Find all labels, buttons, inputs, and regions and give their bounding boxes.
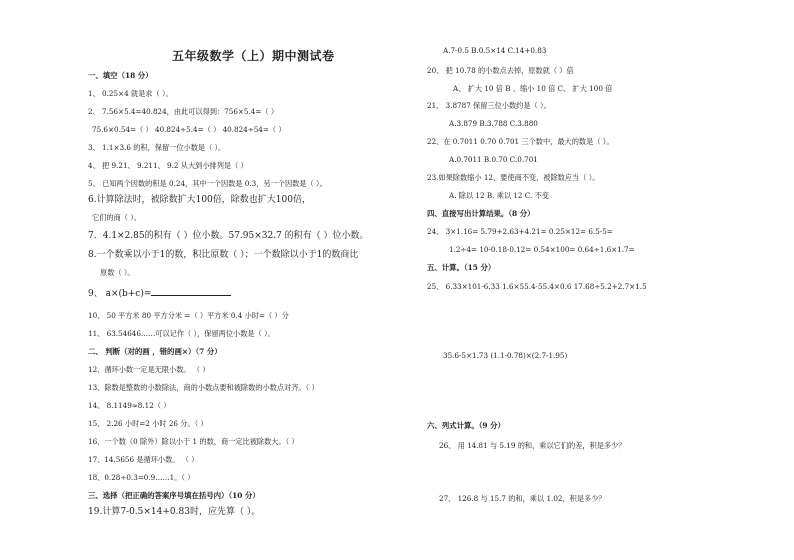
question-line: 4、 把 9.21、 9.211、 9.2 从大到小排列是（ ） bbox=[88, 161, 248, 170]
question-line: 23.如果除数缩小 12，要使商不变，被除数应当（ ）。 bbox=[427, 173, 600, 182]
question-line: 3、 1.1×3.6 的积，保留一位小数是（ ）。 bbox=[88, 143, 226, 152]
question-line: 8.一个数乘以小于1的数，积比原数（ ）；一个数除以小于1的数商比 bbox=[88, 250, 359, 260]
question-line: 13、除数是整数的小数除法，商的小数点要和被除数的小数点对齐。（ ） bbox=[88, 383, 319, 392]
question-line: 21、 3.8787 保留三位小数约是（ ）。 bbox=[427, 101, 551, 110]
section-heading: 三、选择（把正确的答案序号填在括号内）（10 分） bbox=[88, 491, 260, 500]
question-line: 17、14.5656 是循环小数。 （ ） bbox=[88, 455, 199, 464]
question-line: 1.2÷4= 10-0.18-0.12= 0.54×100= 0.64÷1.6×1.7= bbox=[449, 245, 635, 254]
question-line: 19.计算7-0.5×14+0.83时，应先算（ ）。 bbox=[88, 507, 261, 517]
question-line: 18、0.28÷0.3=0.9……1。（ ） bbox=[88, 473, 195, 482]
section-heading: 五、计算。（15 分） bbox=[427, 263, 496, 272]
question-line: 7．4.1×2.85的积有（ ）位小数。57.95×32.7 的积有（ ）位小数。 bbox=[88, 231, 369, 241]
option-line: A、 扩大 10 倍 B 、缩小 10 倍 C、 扩大 100 倍 bbox=[453, 84, 613, 93]
option-line: A.3.879 B.3.788 C.3.880 bbox=[449, 119, 538, 128]
question-line: 75.6×0.54=（ ） 40.824÷5.4=（ ） 40.824÷54=（ ） bbox=[92, 125, 286, 134]
question-line: 12、循环小数一定是无限小数。 （ ） bbox=[88, 365, 210, 374]
question-line: 它们的商（ ）。 bbox=[92, 213, 141, 222]
question-line: 35.6-5×1.73 (1.1-0.78)×(2.7-1.95) bbox=[443, 351, 568, 360]
option-line: A.7-0.5 B.0.5×14 C.14+0.83 bbox=[443, 46, 547, 55]
question-line: 26、 用 14.81 与 5.19 的和，乘以它们的差，积是多少？ bbox=[439, 441, 626, 450]
question-line: 14、 8.1149≈8.12（ ） bbox=[88, 401, 171, 410]
section-heading: 二、 判断（对的画 ，错的画×）（7 分） bbox=[88, 347, 222, 356]
question-line: 2、 7.56×5.4=40.824，由此可以得到：756×5.4=（ ） bbox=[88, 107, 279, 116]
question-line: 20、 把 10.78 的小数点去掉，原数就（ ）倍 bbox=[427, 66, 574, 75]
question-line: 27、 126.8 与 15.7 的和，乘以 1.02，积是多少？ bbox=[439, 494, 606, 503]
question-line bbox=[88, 290, 231, 299]
question-line: 15、 2.26 小时=2 小时 26 分。（ ） bbox=[88, 419, 208, 428]
question-line: 6.计算除法时，被除数扩大100倍，除数也扩大100倍， bbox=[88, 195, 311, 205]
option-line: A. 除以 12 B. 乘以 12 C. 不变 bbox=[449, 191, 549, 200]
section-heading: 四、直接写出计算结果。（8 分） bbox=[427, 209, 535, 218]
exam-title: 五年级数学（上）期中测试卷 bbox=[172, 49, 335, 63]
question-line: 25、 6.33×101-6.33 1.6×55.4-55.4×0.6 17.68÷5.2+2.7×1.5 bbox=[427, 282, 647, 291]
option-line: A.0.7011 B.0.70 C.0.701 bbox=[449, 155, 538, 164]
question-line: 11、 63.54646……可以记作（ ），保留两位小数是（ ）。 bbox=[88, 329, 275, 338]
section-heading: 一、填空（18 分） bbox=[88, 71, 153, 80]
question-line: 5、 已知两个因数的积是 0.24，其中一个因数是 0.3，另一个因数是（ ）。 bbox=[88, 179, 327, 188]
question-text: 9、 a×(b+c)= bbox=[88, 289, 152, 299]
answer-blank[interactable] bbox=[151, 295, 231, 296]
question-line: 10、 50 平方米 80 平方分米 =（ ）平方米 0.4 小时=（ ）分 bbox=[88, 311, 289, 320]
question-line: 原数（ ）。 bbox=[100, 268, 135, 277]
question-line: 1、 0.25×4 就是求（ ）。 bbox=[88, 89, 173, 98]
question-line: 16、一个数（0 除外）除以小于 1 的数，商一定比被除数大。（ ） bbox=[88, 437, 299, 446]
question-line: 24、 3×1.16= 5.79+2.63+4.21= 0.25×12= 6.5-5= bbox=[427, 227, 613, 236]
section-heading: 六、列式计算。（9 分） bbox=[427, 421, 505, 430]
question-line: 22、在 0.7011 0.70 0.701 三个数中，最大的数是（ ）。 bbox=[427, 137, 614, 146]
